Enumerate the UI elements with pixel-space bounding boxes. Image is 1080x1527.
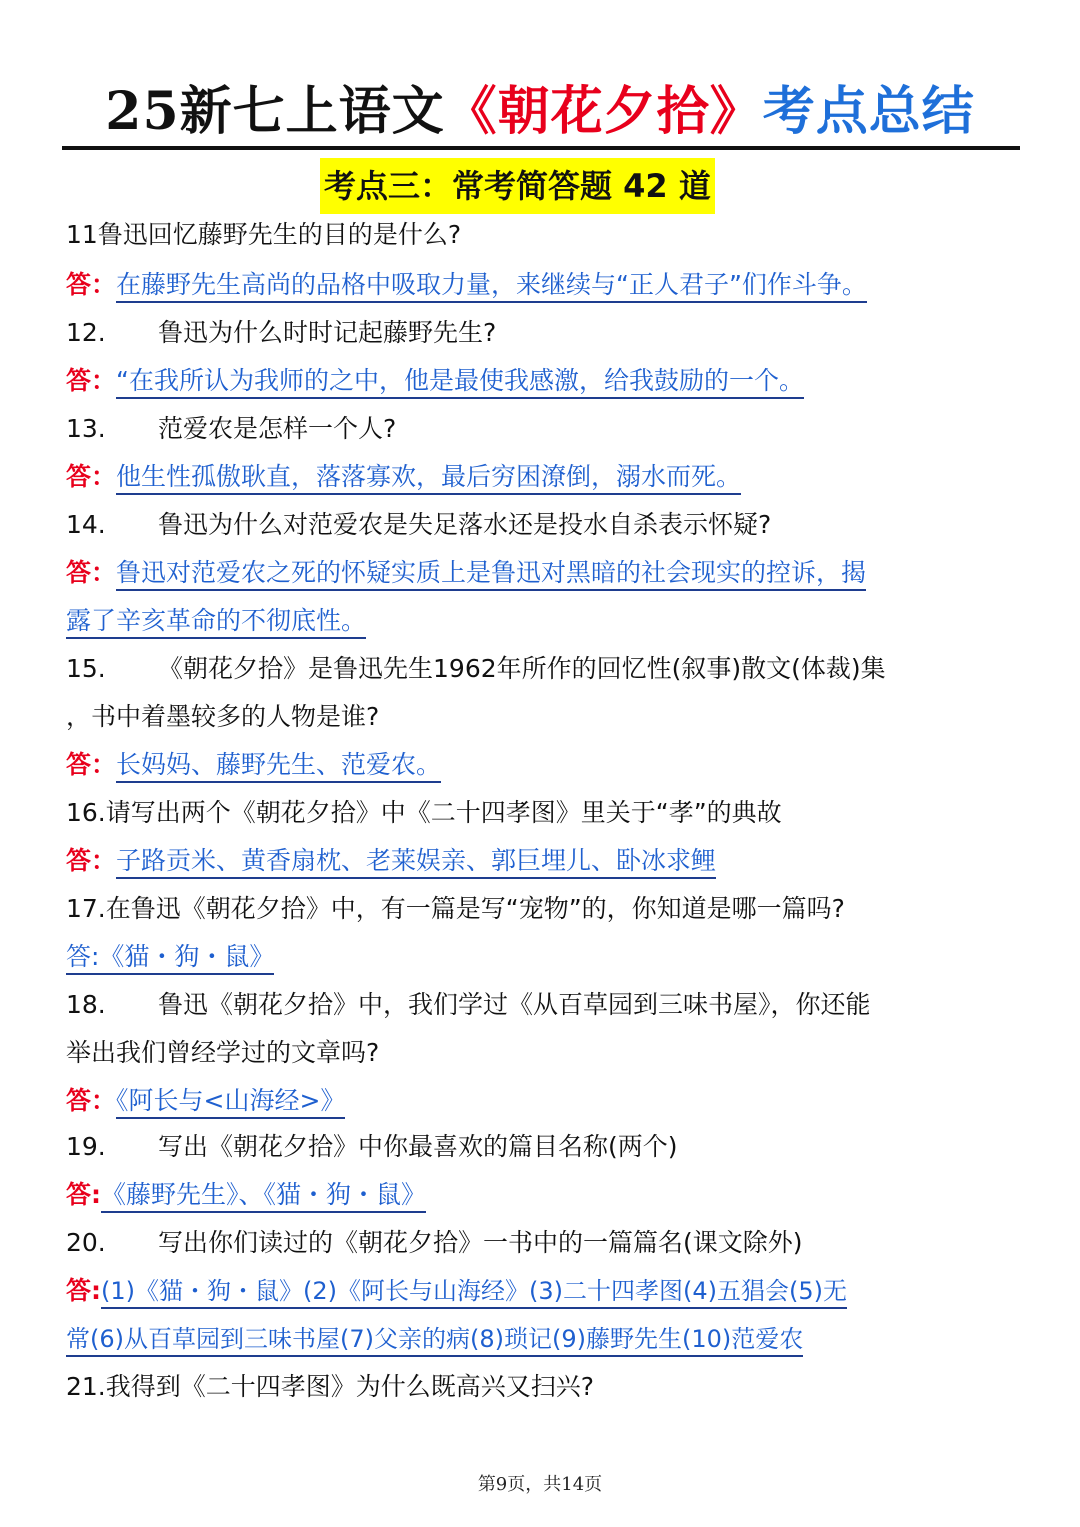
- title-part-book: 《朝花夕拾》: [444, 81, 763, 142]
- answer-label: 答：: [66, 270, 117, 299]
- question-13: [66, 406, 396, 452]
- answer-18: [66, 1078, 345, 1124]
- question-18: [66, 982, 871, 1028]
- answer-text: 子路贡米、黄香扇枕、老莱娱亲、郭巨埋儿、卧冰求鲤: [116, 846, 716, 879]
- page-footer: 第9页，共14页: [477, 1474, 603, 1495]
- question-20: [66, 1220, 803, 1266]
- answer-label: 答：: [66, 558, 117, 587]
- answer-label: 答：: [66, 750, 117, 779]
- answer-label: 答：: [66, 1086, 117, 1115]
- question-text: 范爱农是怎样一个人?: [158, 414, 397, 443]
- answer-11: [66, 262, 867, 308]
- answer-text: 长妈妈、藤野先生、范爱农。: [116, 750, 441, 783]
- answer-text: 《阿长与<山海经>》: [116, 1086, 345, 1119]
- question-text: 鲁迅为什么时时记起藤野先生?: [158, 318, 497, 347]
- question-14: [66, 502, 771, 548]
- question-text: 鲁迅为什么对范爱农是失足落水还是投水自杀表示怀疑?: [158, 510, 772, 539]
- answer-text: “在我所认为我师的之中，他是最使我感激，给我鼓励的一个。: [116, 366, 804, 399]
- question-11: 11鲁迅回忆藤野先生的目的是什么?: [66, 220, 462, 249]
- answer-label: 答:: [66, 1276, 101, 1305]
- answer-label: 答:: [66, 1180, 101, 1209]
- answer-13: [66, 454, 741, 500]
- answer-16: [66, 838, 716, 884]
- question-number: 19.: [66, 1132, 106, 1161]
- question-16: 16.请写出两个《朝花夕拾》中《二十四孝图》里关于“孝”的典故: [66, 798, 782, 827]
- question-15: [66, 646, 886, 692]
- question-text-line-1: 《朝花夕拾》是鲁迅先生1962年所作的回忆性(叙事)散文(体裁)集: [158, 654, 886, 683]
- question-number: 18.: [66, 990, 106, 1019]
- answer-17: [66, 934, 274, 980]
- answer-label: 答：: [66, 366, 117, 395]
- question-19: [66, 1124, 678, 1170]
- title-part-grade: 25新七上语文: [105, 81, 445, 142]
- answer-12: [66, 358, 804, 404]
- answer-20-continued: [66, 1316, 803, 1362]
- question-text-line-1: 鲁迅《朝花夕拾》中，我们学过《从百草园到三味书屋》，你还能: [158, 990, 871, 1019]
- title-divider: [62, 146, 1020, 150]
- answer-label: 答：: [66, 846, 117, 875]
- question-number: 12.: [66, 318, 106, 347]
- answer-text-line-2: 露了辛亥革命的不彻底性。: [66, 606, 366, 639]
- question-text: 写出《朝花夕拾》中你最喜欢的篇目名称(两个): [158, 1132, 678, 1161]
- title-part-summary: 考点总结: [762, 81, 975, 142]
- page-title: [0, 72, 1080, 152]
- question-21: 21.我得到《二十四孝图》为什么既高兴又扫兴?: [66, 1372, 595, 1401]
- answer-text: 他生性孤傲耿直，落落寡欢，最后穷困潦倒，溺水而死。: [116, 462, 741, 495]
- answer-text-line-1: 鲁迅对范爱农之死的怀疑实质上是鲁迅对黑暗的社会现实的控诉，揭: [116, 558, 866, 591]
- answer-text: 答:《猫・狗・鼠》: [66, 942, 274, 975]
- question-number: 13.: [66, 414, 106, 443]
- answer-14-continued: [66, 598, 366, 644]
- answer-text: 在藤野先生高尚的品格中吸取力量，来继续与“正人君子”们作斗争。: [116, 270, 867, 303]
- question-17: 17.在鲁迅《朝花夕拾》中，有一篇是写“宠物”的，你知道是哪一篇吗?: [66, 894, 845, 923]
- answer-15: [66, 742, 441, 788]
- question-12: [66, 310, 496, 356]
- answer-19: [66, 1172, 426, 1218]
- answer-label: 答：: [66, 462, 117, 491]
- question-text: 写出你们读过的《朝花夕拾》一书中的一篇篇名(课文除外): [158, 1228, 803, 1257]
- question-18-continued: 举出我们曾经学过的文章吗?: [66, 1038, 380, 1067]
- answer-14: [66, 550, 866, 596]
- answer-text-line-2: 常(6)从百草园到三味书屋(7)父亲的病(8)琐记(9)藤野先生(10)范爱农: [66, 1325, 803, 1357]
- question-number: 15.: [66, 654, 106, 683]
- answer-text: 《藤野先生》、《猫・狗・鼠》: [101, 1180, 426, 1213]
- answer-20: [66, 1268, 847, 1314]
- section-heading: 考点三：常考简答题 42 道: [320, 158, 715, 214]
- question-15-continued: ，书中着墨较多的人物是谁?: [66, 702, 380, 731]
- answer-text-line-1: (1)《猫・狗・鼠》(2)《阿长与山海经》(3)二十四孝图(4)五猖会(5)无: [101, 1277, 847, 1309]
- question-number: 20.: [66, 1228, 106, 1257]
- question-number: 14.: [66, 510, 106, 539]
